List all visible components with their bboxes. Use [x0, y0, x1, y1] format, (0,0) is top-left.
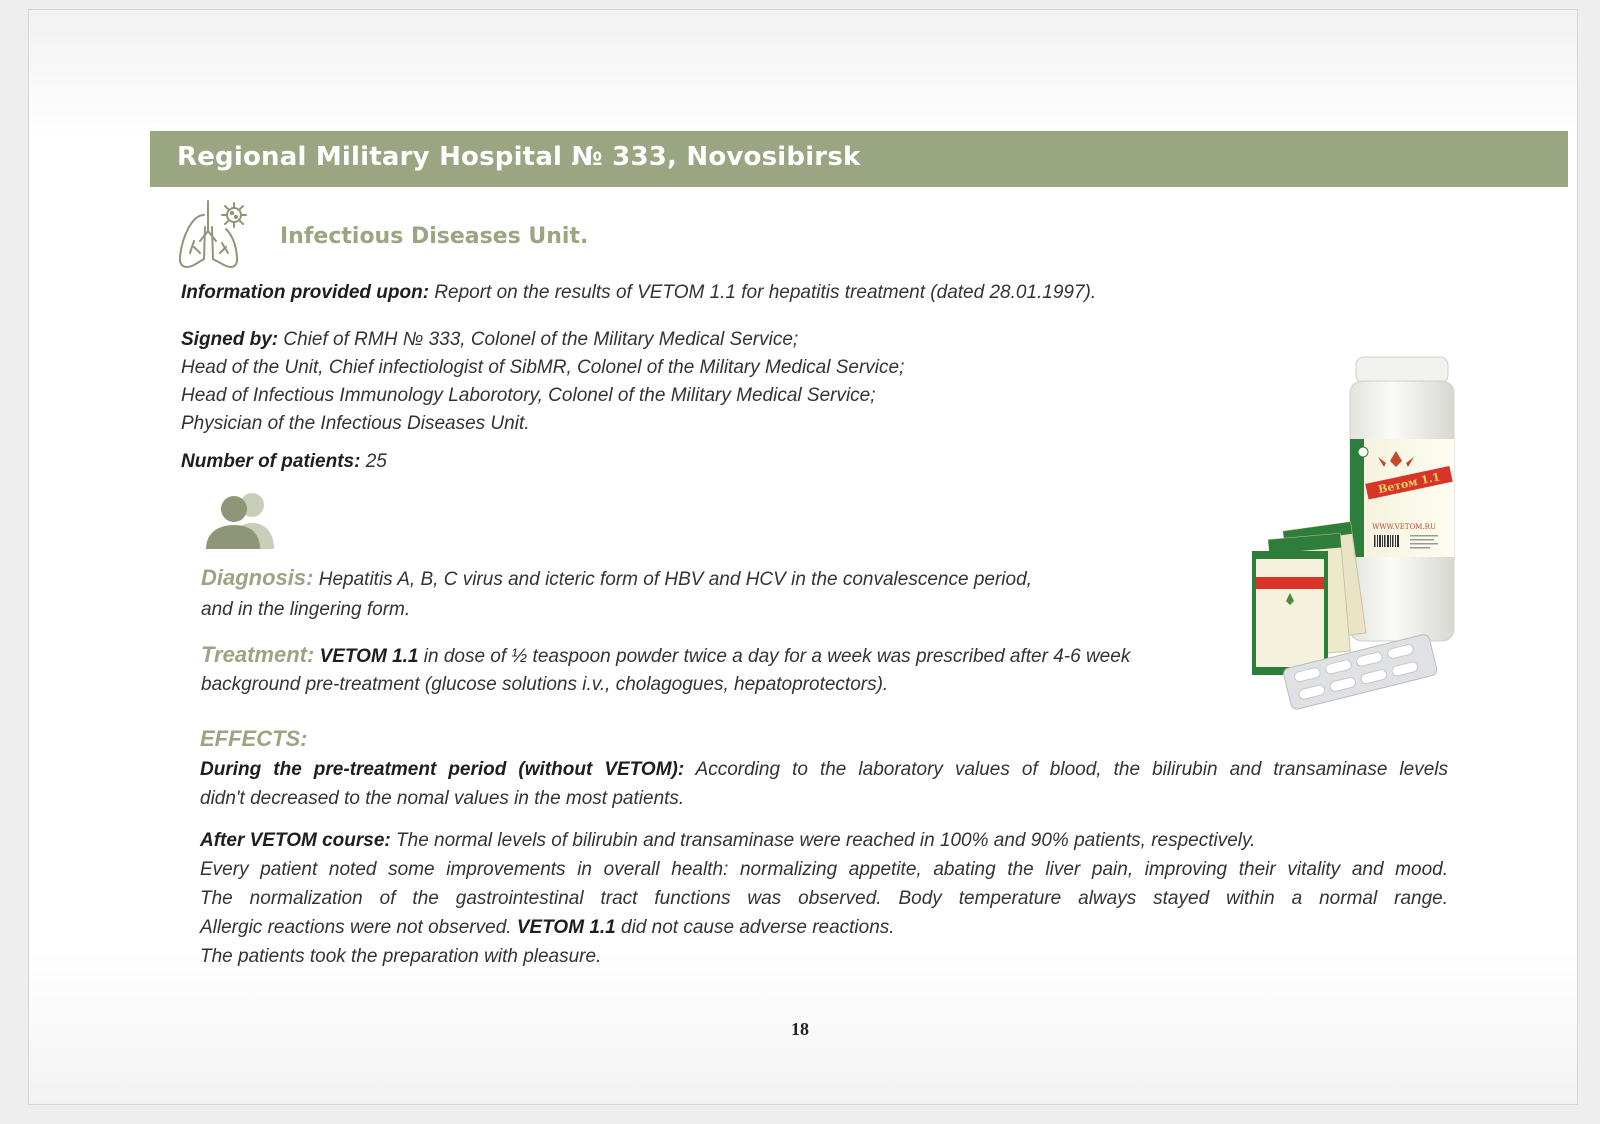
signed-line-4: Physician of the Infectious Diseases Unit.	[181, 413, 530, 434]
effects-label: EFFECTS:	[200, 726, 308, 751]
patients-line	[181, 448, 387, 476]
effects-line-b: The normalization of the gastrointestinal tract functions was observed. Body temperature always stayed within a normal range.	[200, 888, 1448, 909]
after-course-text: The normal levels of bilirubin and transaminase were reached in 100% and 90% patients, respectively.	[396, 830, 1256, 851]
treatment-line-2: background pre-treatment (glucose solutions i.v., cholagogues, hepatoprotectors).	[201, 674, 889, 695]
signed-label: Signed by:	[181, 329, 279, 350]
effects-line-d: The patients took the preparation with pleasure.	[200, 946, 602, 967]
diagnosis-text-1: Hepatitis A, B, C virus and icteric form of HBV and HCV in the convalescence period,	[318, 569, 1032, 590]
product-site: WWW.VETOM.RU	[1372, 523, 1436, 531]
product-label: Ветом 1.1	[1376, 470, 1442, 497]
people-icon	[202, 489, 278, 549]
treatment-line-1	[201, 641, 1130, 671]
lungs-virus-icon	[178, 197, 250, 273]
vetom-product-image	[1250, 355, 1460, 710]
page-title: Regional Military Hospital № 333, Novosibirsk	[177, 142, 861, 172]
info-text: Report on the results of VETOM 1.1 for hepatitis treatment (dated 28.01.1997).	[434, 282, 1097, 303]
diagnosis-line-1	[201, 564, 1032, 594]
treatment-text-1: in dose of ½ teaspoon powder twice a day for a week was prescribed after 4-6 week	[423, 646, 1131, 667]
signed-line-1	[181, 326, 798, 354]
patients-value: 25	[365, 451, 387, 472]
effects-heading	[200, 725, 308, 755]
unit-title: Infectious Diseases Unit.	[280, 224, 589, 249]
effects-line-c-post: did not cause adverse reactions.	[621, 917, 895, 938]
patients-label: Number of patients:	[181, 451, 361, 472]
pre-treatment-line-1	[200, 756, 1448, 784]
after-course-line	[200, 827, 1255, 855]
pre-treatment-label: During the pre-treatment period (without VETOM):	[200, 759, 685, 780]
effects-line-c-drug: VETOM 1.1	[516, 917, 616, 938]
page-number: 18	[791, 1019, 809, 1039]
after-course-label: After VETOM course:	[200, 830, 391, 851]
diagnosis-label: Diagnosis:	[201, 565, 314, 590]
effects-line-a: Every patient noted some improvements in overall health: normalizing appetite, abating the liver pain, improving their vitality and mood.	[200, 859, 1448, 880]
treatment-label: Treatment:	[201, 642, 315, 667]
info-label: Information provided upon:	[181, 282, 430, 303]
signed-line-2: Head of the Unit, Chief infectiologist of SibMR, Colonel of the Military Medical Service;	[181, 357, 905, 378]
effects-line-c-pre: Allergic reactions were not observed.	[200, 917, 512, 938]
effects-line-c	[200, 914, 895, 942]
signed-text-1: Chief of RMH № 333, Colonel of the Military Medical Service;	[283, 329, 799, 350]
pre-treatment-line-2: didn't decreased to the nomal values in the most patients.	[200, 788, 685, 809]
diagnosis-line-2: and in the lingering form.	[201, 599, 411, 620]
signed-line-3: Head of Infectious Immunology Laborotory, Colonel of the Military Medical Service;	[181, 385, 876, 406]
pre-treatment-text-1: According to the laboratory values of blood, the bilirubin and transaminase levels	[695, 759, 1449, 780]
info-line	[181, 279, 1096, 307]
treatment-drug: VETOM 1.1	[319, 646, 419, 667]
